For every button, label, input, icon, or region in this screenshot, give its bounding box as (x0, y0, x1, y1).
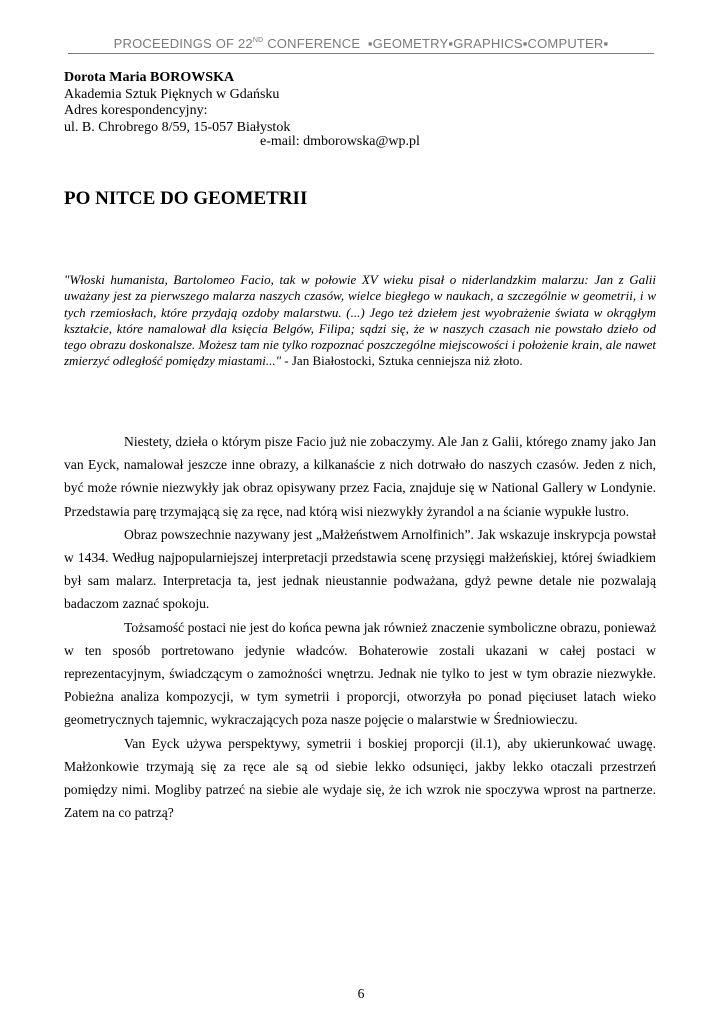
author-block (64, 70, 290, 136)
running-header-suffix: CONFERENCE ▪GEOMETRY▪GRAPHICS▪COMPUTER▪ (263, 36, 609, 51)
body-paragraph: Obraz powszechnie nazywany jest „Małżeństwem Arnolfinich”. Jak wskazuje inskrypcja powstał w 1434. Według najpopularniejszej interpretacji przedstawia scenę przysięgi małżeńskiej, której świadkiem był sam malarz. Interpretacja ta, jest jednak nieustannie podważana, gdyż pewne detale nie pozwalają badaczom zaznać spokoju. (64, 526, 656, 612)
running-header-prefix: PROCEEDINGS OF 22 (113, 36, 253, 51)
body-text (64, 430, 656, 824)
epigraph (64, 272, 656, 370)
paper-title: PO NITCE DO GEOMETRII (64, 188, 308, 209)
address-label: Adres korespondencyjny: (64, 103, 208, 118)
running-header-superscript: ND (252, 37, 264, 44)
author-name: Dorota Maria BOROWSKA (64, 70, 235, 85)
body-paragraph: Niestety, dzieła o którym pisze Facio już nie zobaczymy. Ale Jan z Galii, którego znamy jako Jan van Eyck, namalował jeszcze inne obrazy, a kilkanaście z nich dotrwało do naszych czasów. Jeden z nich, być może równie niezwykły jak obraz opisywany przez Facia, znajduje się w National Gallery w Londynie. Przedstawia parę trzymającą się za ręce, nad którą wisi niezwykły żyrandol a na ścianie wypukłe lustro. (64, 434, 656, 519)
header-rule (68, 53, 654, 54)
body-paragraph: Tożsamość postaci nie jest do końca pewna jak również znaczenie symboliczne obrazu, ponieważ w ten sposób portretowano jedynie władców. Bohaterowie zostali ukazani w całej postaci w reprezentacyjnym, świadczącym o zamożności wnętrzu. Jednak nie tylko to jest w tym obrazie niezwykłe. Pobieżna analiza kompozycji, w tym symetrii i proporcji, otworzyła po ponad pięciuset latach wieko geometrycznych tajemnic, wykraczających poza nasze pojęcie o malarstwie w Średniowieczu. (64, 619, 656, 728)
author-address: ul. B. Chrobrego 8/59, 15-057 Białystok (64, 119, 291, 135)
epigraph-attribution: - Jan Białostocki, Sztuka cenniejsza niż złoto. (281, 353, 523, 369)
author-email: e-mail: dmborowska@wp.pl (260, 134, 420, 149)
epigraph-quote: "Włoski humanista, Bartolomeo Facio, tak w połowie XV wieku pisał o niderlandzkim malarzu: Jan z Galii uważany jest za pierwszego malarza naszych czasów, wielce biegłego w naukach, a szczególnie w geometrii, i w tych rzemiosłach, które przydają ozdoby malarstwu. (...) Jego też dziełem jest wyobrażenie świata w okrągłym kształcie, które namalował dla księcia Belgów, Filipa; sądzi się, że w naszych czasach nie powstało dzieło od tego obrazu doskonalsze. Możesz tam nie tylko rozpoznać poszczególne miejscowości i położenie krain, ale nawet zmierzyć odległość pomiędzy miastami..." (64, 272, 656, 369)
author-affiliation: Akademia Sztuk Pięknych w Gdańsku (64, 86, 280, 102)
running-header (68, 36, 654, 51)
body-paragraph: Van Eyck używa perspektywy, symetrii i boskiej proporcji (il.1), aby ukierunkować uwagę. Małżonkowie trzymają się za ręce ale są od siebie lekko odsunięci, jakby lekko otaczali przestrzeń pomiędzy nimi. Mogliby patrzeć na siebie ale wydaje się, że ich wzrok nie spoczywa wprost na partnerze. Zatem na co patrzą? (64, 735, 656, 821)
page-number: 6 (357, 986, 365, 1001)
